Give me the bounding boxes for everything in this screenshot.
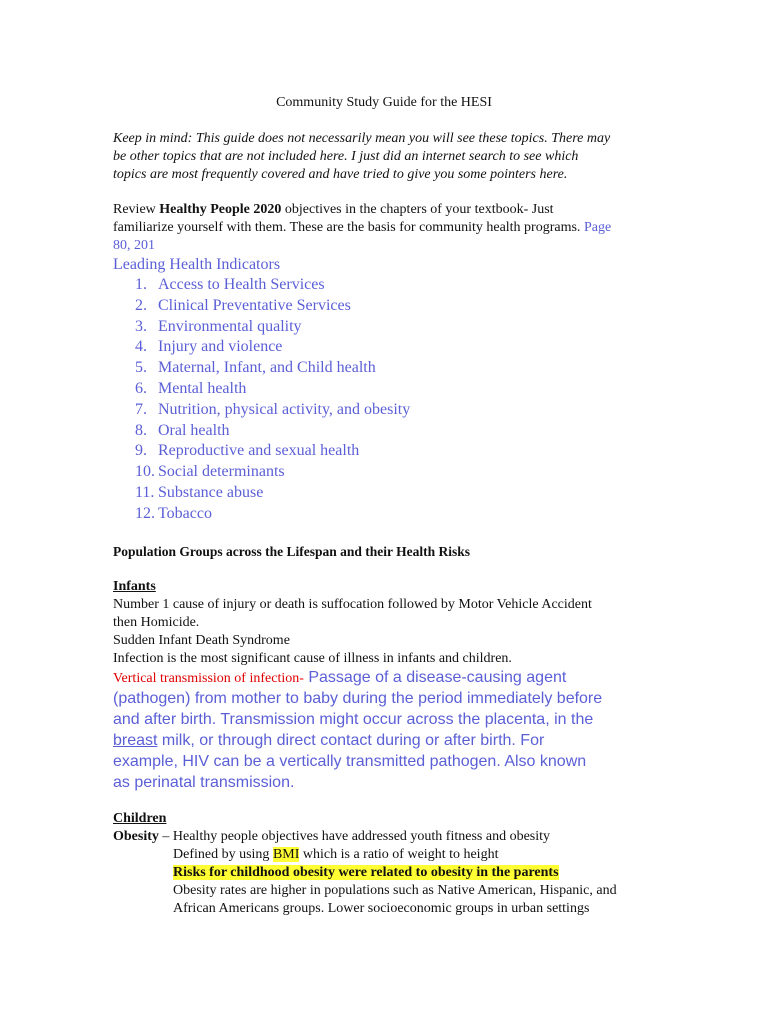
obesity-label: Obesity — [113, 829, 159, 844]
list-number: 8. — [135, 421, 147, 439]
list-text: Injury and violence — [158, 338, 283, 356]
list-number: 12. — [135, 504, 155, 522]
vt-line-5: example, HIV can be a vertically transmitted pathogen. Also known — [113, 753, 587, 770]
list-text: Reproductive and sexual health — [158, 442, 360, 460]
list-text: Oral health — [158, 421, 230, 439]
breast-link[interactable]: breast — [113, 732, 158, 749]
intro-line-1: Keep in mind: This guide does not necessarily mean you will see these topics. There may — [113, 131, 611, 146]
risk-text: Risks for childhood obesity were related to obesity in the parents — [173, 865, 559, 880]
risk-line — [173, 864, 673, 882]
infants-line-3: Sudden Infant Death Syndrome — [113, 633, 290, 648]
children-section — [113, 810, 673, 846]
vt-text-4: milk, or through direct contact during or after birth. For — [157, 732, 545, 749]
vt-line-3: and after birth. Transmission might occur across the placenta, in the — [113, 711, 594, 728]
page-ref-b: 80, 201 — [113, 238, 155, 253]
infants-line-4: Infection is the most significant cause of illness in infants and children. — [113, 651, 512, 666]
vt-line-6: as perinatal transmission. — [113, 774, 295, 791]
review-line-2-text: familiarize yourself with them. These are the basis for community health programs. — [113, 220, 581, 235]
vt-label: Vertical transmission of infection- — [113, 671, 304, 686]
intro-line-2: be other topics that are not included here. I just did an internet search to see which — [113, 149, 579, 164]
list-number: 9. — [135, 442, 147, 460]
document-title: Community Study Guide for the HESI — [276, 95, 492, 110]
lhi-heading: Leading Health Indicators — [113, 256, 281, 273]
review-paragraph — [113, 201, 658, 255]
intro-paragraph — [113, 130, 658, 184]
review-prefix: Review — [113, 202, 160, 217]
list-text: Environmental quality — [158, 317, 302, 335]
list-text: Substance abuse — [158, 483, 264, 501]
list-text: Maternal, Infant, and Child health — [158, 359, 376, 377]
review-suffix: objectives in the chapters of your textbook- Just — [281, 202, 554, 217]
vt-line-4 — [113, 730, 673, 751]
list-text: Nutrition, physical activity, and obesity — [158, 400, 411, 418]
healthy-people-2020: Healthy People 2020 — [159, 202, 282, 217]
rates-line-1: Obesity rates are higher in populations such as Native American, Hispanic, and — [173, 883, 617, 898]
list-number: 10. — [135, 463, 155, 481]
vertical-transmission-block — [113, 667, 673, 793]
list-text: Access to Health Services — [158, 276, 325, 293]
list-text: Tobacco — [158, 504, 212, 522]
list-number: 3. — [135, 317, 147, 335]
list-text: Mental health — [158, 379, 247, 397]
infants-line-1: Number 1 cause of injury or death is suffocation followed by Motor Vehicle Accident — [113, 597, 592, 612]
bmi-term: BMI — [272, 847, 300, 862]
population-heading: Population Groups across the Lifespan and their Health Risks — [113, 544, 471, 559]
infants-line-2: then Homicide. — [113, 615, 200, 630]
list-number: 4. — [135, 338, 147, 356]
infants-section — [113, 578, 658, 668]
vt-text-1: Passage of a disease-causing agent — [303, 669, 567, 686]
intro-line-3: topics are most frequently covered and have tried to give you some pointers here. — [113, 167, 568, 182]
list-number: 1. — [135, 276, 147, 293]
vt-line-1 — [113, 667, 673, 688]
infants-heading: Infants — [113, 579, 156, 594]
list-number: 7. — [135, 400, 147, 418]
list-number: 6. — [135, 379, 147, 397]
children-heading: Children — [113, 811, 167, 826]
rates-line-2: African Americans groups. Lower socioeconomic groups in urban settings — [173, 901, 590, 916]
list-number: 2. — [135, 296, 147, 314]
review-line-2 — [113, 219, 658, 237]
bmi-prefix: Defined by using — [173, 847, 273, 862]
obesity-text: – Healthy people objectives have addressed youth fitness and obesity — [158, 829, 551, 844]
list-number: 11. — [135, 483, 155, 501]
review-line-1 — [113, 201, 658, 219]
bmi-line — [173, 846, 673, 864]
list-text: Clinical Preventative Services — [158, 296, 351, 314]
bmi-suffix: which is a ratio of weight to height — [299, 847, 499, 862]
page-ref-a: Page — [580, 220, 612, 235]
vt-line-2: (pathogen) from mother to baby during the period immediately before — [113, 690, 603, 707]
list-text: Social determinants — [158, 463, 285, 481]
list-number: 5. — [135, 359, 147, 377]
obesity-line — [113, 828, 673, 846]
